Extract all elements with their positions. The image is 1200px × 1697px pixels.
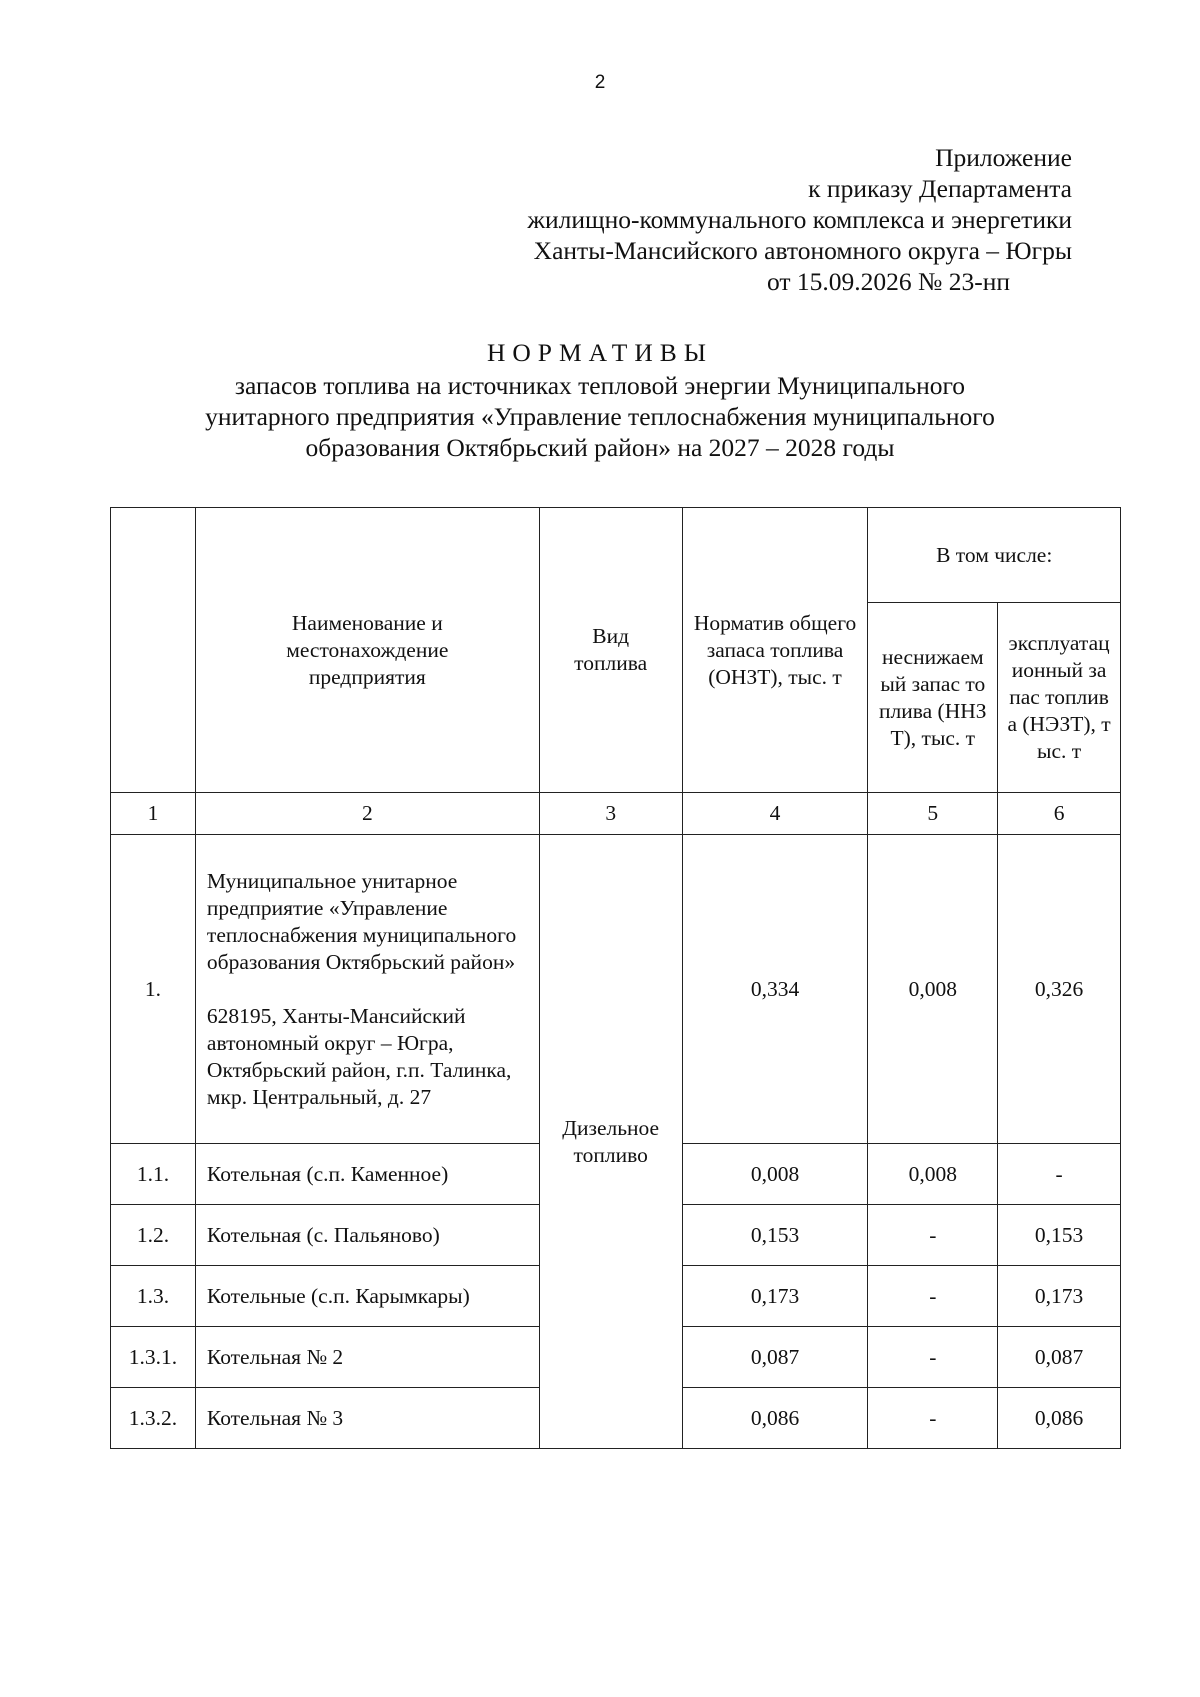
nezt-value: 0,087 (998, 1327, 1121, 1388)
row-number: 1.3. (111, 1266, 196, 1327)
nnzt-value: - (868, 1327, 998, 1388)
total-value: 0,086 (682, 1388, 868, 1449)
header-cell-name: Наименование и местонахождение предприятия (195, 508, 539, 793)
organization-cell (195, 835, 539, 1144)
organization-name: Муниципальное унитарное предприятие «Управление теплоснабжения муниципального образования Октябрьский район» (206, 868, 517, 974)
document-subtitle (150, 370, 1050, 463)
nnzt-value: 0,008 (868, 1144, 998, 1205)
appendix-line: Ханты-Мансийского автономного округа – Югры (533, 236, 1072, 265)
appendix-header (527, 142, 1072, 297)
total-value: 0,173 (682, 1266, 868, 1327)
nezt-value: 0,086 (998, 1388, 1121, 1449)
row-number: 1.3.2. (111, 1388, 196, 1449)
organization-address: 628195, Ханты-Мансийский автономный округ – Югра, Октябрьский район, г.п. Талинка, мкр. Центральный, д. 27 (206, 1003, 512, 1109)
table-row (111, 835, 1121, 1144)
column-number: 2 (195, 793, 539, 835)
subtitle-line: унитарного предприятия «Управление теплоснабжения муниципального (205, 402, 995, 431)
header-cell-including: В том числе: (868, 508, 1121, 603)
column-number-row (111, 793, 1121, 835)
total-value: 0,008 (682, 1144, 868, 1205)
boiler-name: Котельная № 2 (195, 1327, 539, 1388)
appendix-line: к приказу Департамента (808, 174, 1072, 203)
fuel-norms-table (110, 507, 1121, 1449)
header-cell-nezt: эксплуатационный запас топлива (НЭЗТ), тыс. т (998, 603, 1121, 793)
nezt-value: 0,326 (998, 835, 1121, 1144)
header-cell-number (111, 508, 196, 793)
row-number: 1. (111, 835, 196, 1144)
boiler-name: Котельная (с.п. Каменное) (195, 1144, 539, 1205)
title-block (150, 338, 1050, 463)
nezt-value: - (998, 1144, 1121, 1205)
header-cell-total: Норматив общего запаса топлива (ОНЗТ), тыс. т (682, 508, 868, 793)
boiler-name: Котельная (с. Пальяново) (195, 1205, 539, 1266)
document-title: НОРМАТИВЫ (486, 338, 714, 367)
subtitle-line: запасов топлива на источниках тепловой энергии Муниципального (234, 371, 966, 400)
appendix-line: Приложение (935, 143, 1072, 172)
nezt-value: 0,173 (998, 1266, 1121, 1327)
row-number: 1.1. (111, 1144, 196, 1205)
boiler-name: Котельные (с.п. Карымкары) (195, 1266, 539, 1327)
column-number: 5 (868, 793, 998, 835)
order-date-number: от 15.09.2026 № 23-нп (766, 267, 1010, 296)
row-number: 1.2. (111, 1205, 196, 1266)
boiler-name: Котельная № 3 (195, 1388, 539, 1449)
header-cell-fuel: Вид топлива (539, 508, 682, 793)
fuel-type-cell: Дизельное топливо (539, 835, 682, 1449)
nnzt-value: - (868, 1388, 998, 1449)
nnzt-value: - (868, 1205, 998, 1266)
column-number: 3 (539, 793, 682, 835)
total-value: 0,334 (682, 835, 868, 1144)
page-number: 2 (594, 72, 606, 93)
total-value: 0,087 (682, 1327, 868, 1388)
nnzt-value: - (868, 1266, 998, 1327)
nezt-value: 0,153 (998, 1205, 1121, 1266)
header-cell-nnzt: неснижаемый запас топлива (ННЗТ), тыс. т (868, 603, 998, 793)
column-number: 6 (998, 793, 1121, 835)
column-number: 1 (111, 793, 196, 835)
subtitle-line: образования Октябрьский район» на 2027 – 2028 годы (305, 433, 895, 462)
column-number: 4 (682, 793, 868, 835)
nnzt-value: 0,008 (868, 835, 998, 1144)
appendix-line: жилищно-коммунального комплекса и энергетики (527, 205, 1072, 234)
row-number: 1.3.1. (111, 1327, 196, 1388)
total-value: 0,153 (682, 1205, 868, 1266)
